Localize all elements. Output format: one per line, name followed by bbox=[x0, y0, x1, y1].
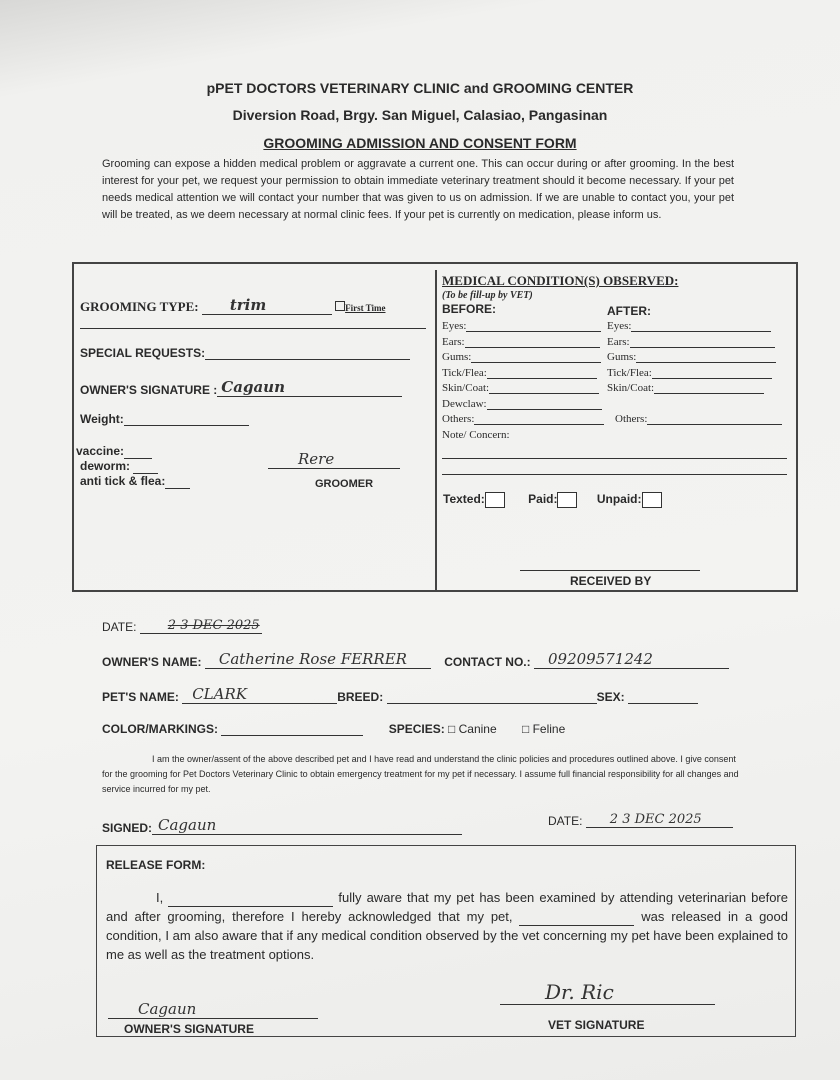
note-line bbox=[442, 474, 787, 475]
date-value: 2 3 DEC 2025 bbox=[140, 618, 262, 634]
label: Weight: bbox=[80, 412, 124, 426]
medical-subtitle: (To be fill-up by VET) bbox=[442, 290, 533, 301]
contact-value: 09209571242 bbox=[534, 650, 729, 669]
label: GROOMING TYPE: bbox=[80, 299, 199, 314]
first-time-checkbox[interactable] bbox=[335, 301, 345, 311]
canine-checkbox[interactable]: □ Canine bbox=[448, 722, 497, 736]
label: OWNER'S SIGNATURE : bbox=[80, 383, 218, 397]
label: SPECIAL REQUESTS: bbox=[80, 346, 206, 360]
color-species-field[interactable]: COLOR/MARKINGS: SPECIES: □ Canine □ Feline bbox=[102, 722, 566, 736]
owner-signature-label: OWNER'S SIGNATURE bbox=[124, 1022, 254, 1036]
after-heading: AFTER: bbox=[607, 304, 651, 318]
treatments bbox=[76, 444, 190, 489]
release-owner-signature: Cagaun bbox=[108, 1000, 318, 1019]
blank-line bbox=[80, 328, 426, 329]
deworm-label: deworm: bbox=[80, 459, 131, 473]
clinic-address: Diversion Road, Brgy. San Miguel, Calasiao, Pangasinan bbox=[232, 107, 608, 123]
special-requests-field[interactable] bbox=[80, 346, 410, 360]
date-field[interactable]: DATE: 2 3 DEC 2025 bbox=[102, 618, 262, 634]
clinic-name: pPET DOCTORS VETERINARY CLINIC and GROOMING CENTER bbox=[206, 80, 634, 96]
groomer-signature: Rere bbox=[268, 450, 400, 469]
consent-text: I am the owner/assent of the above described pet and I have read and understand the clinic policies and procedures outlined above. I give consent for the grooming for Pet Doctors Veterinary Clinic to obtain emergency treatment for my pet if necessary. I assume full financial responsibility for all changes and service incurred for my pet. bbox=[102, 754, 739, 794]
weight-field[interactable] bbox=[80, 412, 249, 426]
texted-checkbox[interactable] bbox=[485, 492, 505, 508]
note-line bbox=[442, 458, 787, 459]
release-text: I, fully aware that my pet has been examined by attending veterinarian before and after grooming, therefore I hereby acknowledged that my pet, was released in a good condition, I am also aware that if any medical condition observed by the vet concerning my pet have been explained to me as well as the treatment options. bbox=[106, 890, 788, 962]
vaccine-label: vaccine: bbox=[76, 444, 125, 458]
grooming-type-field[interactable] bbox=[80, 296, 386, 315]
pet-name-value: CLARK bbox=[182, 685, 337, 704]
signed-value: Cagaun bbox=[152, 816, 462, 835]
signed-field[interactable]: SIGNED: Cagaun bbox=[102, 816, 462, 835]
paid-checkbox[interactable] bbox=[557, 492, 577, 508]
form-title: GROOMING ADMISSION AND CONSENT FORM bbox=[263, 135, 577, 151]
payment-status: Texted: Paid: Unpaid: bbox=[443, 492, 662, 508]
consent-date-field[interactable]: DATE: 2 3 DEC 2025 bbox=[548, 812, 733, 828]
medical-title: MEDICAL CONDITION(S) OBSERVED: bbox=[442, 273, 679, 288]
before-heading: BEFORE: bbox=[442, 302, 496, 316]
groomer-label: GROOMER bbox=[315, 478, 374, 490]
vet-signature-label: VET SIGNATURE bbox=[548, 1018, 645, 1032]
first-time-label: First Time bbox=[345, 303, 386, 313]
pet-name-field[interactable]: PET'S NAME: CLARK BREED: SEX: bbox=[102, 685, 698, 704]
after-list: Eyes: Ears: Gums: Tick/Flea: Skin/Coat: Others: bbox=[607, 320, 782, 429]
intro-text: Grooming can expose a hidden medical problem or aggravate a current one. This can occur during or after grooming. In the best interest for your pet, we request your permission to obtain immediate veterinary treatment should it become necessary. If your pet needs medical attention we will contact your number that was given to us on admission. If we are unable to contact you, your pet will be treated, as we deem necessary at normal clinic fees. If your pet is currently on medication, please inform us. bbox=[102, 158, 734, 221]
received-line bbox=[520, 570, 700, 571]
received-by-label: RECEIVED BY bbox=[570, 574, 652, 588]
unpaid-checkbox[interactable] bbox=[642, 492, 662, 508]
grooming-type-value[interactable]: trim bbox=[202, 296, 332, 315]
owner-signature: Cagaun bbox=[217, 378, 402, 397]
consent-date-value: 2 3 DEC 2025 bbox=[586, 812, 733, 828]
before-list: Eyes: Ears: Gums: Tick/Flea: Skin/Coat: Dewclaw: Others: Note/ Concern: bbox=[442, 320, 604, 444]
vet-signature: Dr. Ric bbox=[500, 980, 715, 1005]
owner-signature-field[interactable] bbox=[80, 378, 402, 397]
owner-name-field[interactable]: OWNER'S NAME: Catherine Rose FERRER CONTACT NO.: 09209571242 bbox=[102, 650, 729, 669]
release-title: RELEASE FORM: bbox=[106, 858, 206, 872]
feline-checkbox[interactable]: □ Feline bbox=[522, 722, 566, 736]
owner-name-value: Catherine Rose FERRER bbox=[205, 650, 431, 669]
antitick-label: anti tick & flea: bbox=[80, 474, 166, 488]
divider bbox=[435, 270, 437, 592]
